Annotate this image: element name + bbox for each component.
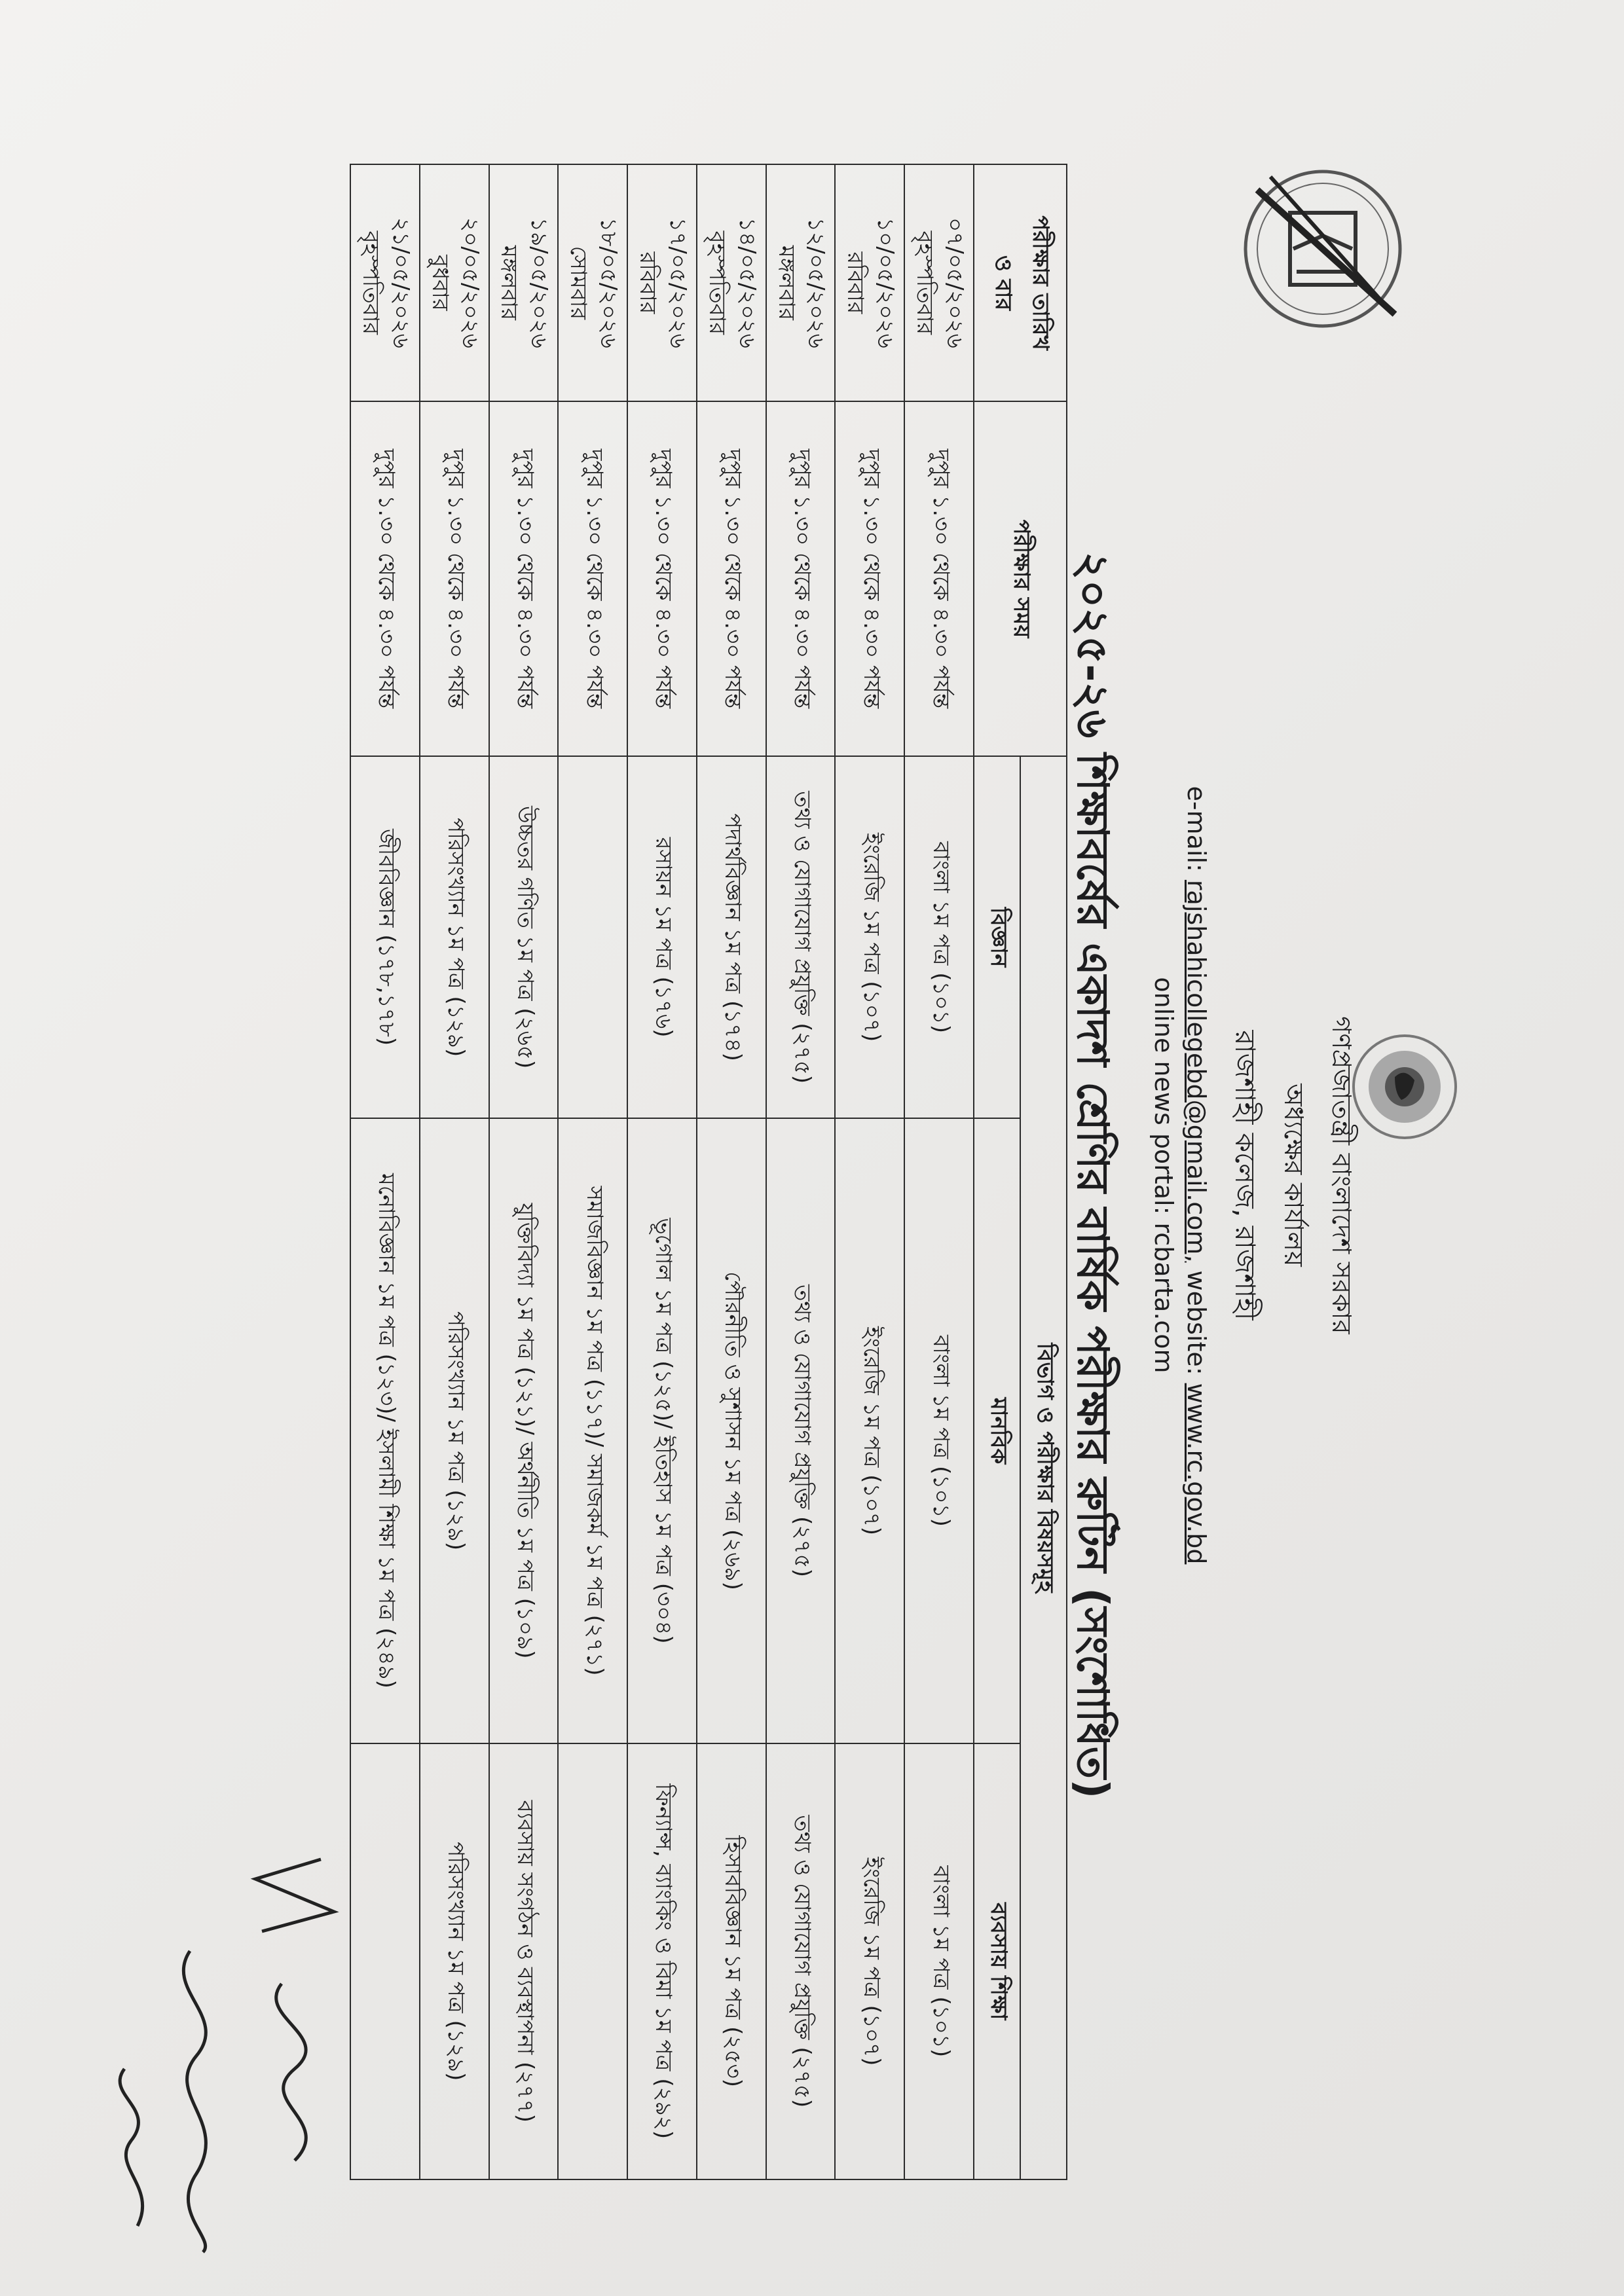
science-cell: তথ্য ও যোগাযোগ প্রযুক্তি (২৭৫) [766,756,836,1118]
humanities-cell: তথ্য ও যোগাযোগ প্রযুক্তি (২৭৫) [766,1118,836,1743]
table-header-row [1020,164,1067,2179]
table-row [835,164,904,2179]
exam-day: বৃহস্পতিবার [912,230,938,335]
date-cell [766,164,836,401]
science-column-header: বিজ্ঞান [974,756,1020,1118]
website-link[interactable]: www.rc.gov.bd [1182,1383,1211,1565]
time-cell: দুপুর ১.৩০ থেকে ৪.৩০ পর্যন্ত [697,401,766,756]
humanities-cell: পৌরনীতি ও সুশাসন ১ম পত্র (২৬৯) [697,1118,766,1743]
table-row [558,164,627,2179]
group-column-header: বিভাগ ও পরীক্ষার বিষয়সমূহ [1020,756,1067,2179]
principal-signature-and-stamp [59,1820,386,2265]
exam-date: ২১/০৫/২০২৬ [387,217,414,348]
exam-day: বৃহস্পতিবার [357,230,384,335]
table-body [350,164,974,2179]
exam-date: ১০/০৫/২০২৬ [872,217,899,348]
humanities-cell: পরিসংখ্যান ১ম পত্র (১২৯) [420,1118,489,1743]
exam-day: বুধবার [426,255,453,311]
government-name: গণপ্রজাতন্ত্রী বাংলাদেশ সরকার [1326,1016,1356,1334]
exam-date: ০৭/০৫/২০২৬ [942,217,968,348]
email-link[interactable]: rajshahicollegebd@gmail.com, [1182,879,1211,1263]
table-row [697,164,766,2179]
exam-routine-table [350,164,1067,2180]
date-cell [904,164,974,401]
science-cell: উচ্চতর গণিত ১ম পত্র (২৬৫) [489,756,559,1118]
science-cell: রসায়ন ১ম পত্র (১৭৬) [627,756,697,1118]
business-cell: ফিন্যান্স, ব্যাংকিং ও বিমা ১ম পত্র (২৯২) [627,1743,697,2179]
date-cell [558,164,627,401]
time-cell: দুপুর ১.৩০ থেকে ৪.৩০ পর্যন্ত [420,401,489,756]
exam-day: বৃহস্পতিবার [703,230,730,335]
exam-date: ১৯/০৫/২০২৬ [526,217,553,348]
website-label: website: [1182,1270,1211,1376]
humanities-cell: ইংরেজি ১ম পত্র (১০৭) [835,1118,904,1743]
date-cell [420,164,489,401]
science-cell [558,756,627,1118]
table-row [904,164,974,2179]
time-cell: দুপুর ১.৩০ থেকে ৪.৩০ পর্যন্ত [766,401,836,756]
business-cell: তথ্য ও যোগাযোগ প্রযুক্তি (২৭৫) [766,1743,836,2179]
business-cell: হিসাববিজ্ঞান ১ম পত্র (২৫৩) [697,1743,766,2179]
email-label: e-mail: [1182,786,1211,872]
humanities-cell: ভূগোল ১ম পত্র (১২৫)/ ইতিহাস ১ম পত্র (৩০৪) [627,1118,697,1743]
document-header [1054,118,1408,2232]
date-column-header: পরীক্ষার তারিখ ও বার [974,164,1067,401]
science-cell: ইংরেজি ১ম পত্র (১০৭) [835,756,904,1118]
date-cell [489,164,559,401]
exam-day: সোমবার [565,246,592,320]
business-cell: বাংলা ১ম পত্র (১০১) [904,1743,974,2179]
college-name: রাজশাহী কলেজ, রাজশাহী [1229,1030,1261,1321]
business-cell: ব্যবসায় সংগঠন ও ব্যবস্থাপনা (২৭৭) [489,1743,559,2179]
table-row [489,164,559,2179]
exam-date: ১২/০৫/২০২৬ [803,217,830,348]
time-cell: দুপুর ১.৩০ থেকে ৪.৩০ পর্যন্ত [489,401,559,756]
exam-day: মঙ্গলবার [496,245,523,321]
time-cell: দুপুর ১.৩০ থেকে ৪.৩০ পর্যন্ত [835,401,904,756]
table-row [420,164,489,2179]
time-cell: দুপুর ১.৩০ থেকে ৪.৩০ পর্যন্ত [350,401,420,756]
business-cell [558,1743,627,2179]
table-row [766,164,836,2179]
science-cell: পদার্থবিজ্ঞান ১ম পত্র (১৭৪) [697,756,766,1118]
science-cell: জীববিজ্ঞান (১৭৮,১৭৮) [350,756,420,1118]
date-cell [350,164,420,401]
exam-day: মঙ্গলবার [773,245,800,321]
humanities-cell: মনোবিজ্ঞান ১ম পত্র (১২৩)/ ইসলামী শিক্ষা ১ম পত্র (২৪৯) [350,1118,420,1743]
business-cell: পরিসংখ্যান ১ম পত্র (১২৯) [420,1743,489,2179]
office-name: অধ্যক্ষের কার্যালয় [1278,1084,1308,1267]
exam-date: ২০/০৫/২০২৬ [456,217,483,348]
time-cell: দুপুর ১.৩০ থেকে ৪.৩০ পর্যন্ত [627,401,697,756]
time-cell: দুপুর ১.৩০ থেকে ৪.৩০ পর্যন্ত [558,401,627,756]
exam-day: রবিবার [634,251,661,314]
table-row [627,164,697,2179]
humanities-cell: বাংলা ১ম পত্র (১০১) [904,1118,974,1743]
routine-title: ২০২৫-২৬ শিক্ষাবর্ষের একাদশ শ্রেণির বার্ষিক পরীক্ষার রুটিন (সংশোধিত) [1067,551,1118,1799]
exam-date: ১৮/০৫/২০২৬ [595,217,622,348]
humanities-column-header: মানবিক [974,1118,1020,1743]
humanities-cell: সমাজবিজ্ঞান ১ম পত্র (১১৭)/ সমাজকর্ম ১ম পত্র (২৭১) [558,1118,627,1743]
exam-date: ১৭/০৫/২০২৬ [664,217,691,348]
science-cell: পরিসংখ্যান ১ম পত্র (১২৯) [420,756,489,1118]
date-cell [697,164,766,401]
contact-line [1182,118,1211,2232]
news-portal: online news portal: rcbarta.com [1149,977,1178,1374]
humanities-cell: যুক্তিবিদ্যা ১ম পত্র (১২১)/ অর্থনীতি ১ম পত্র (১০৯) [489,1118,559,1743]
time-cell: দুপুর ১.৩০ থেকে ৪.৩০ পর্যন্ত [904,401,974,756]
date-cell [627,164,697,401]
exam-day: রবিবার [842,251,869,314]
science-cell: বাংলা ১ম পত্র (১০১) [904,756,974,1118]
business-column-header: ব্যবসায় শিক্ষা [974,1743,1020,2179]
date-cell [835,164,904,401]
business-cell: ইংরেজি ১ম পত্র (১০৭) [835,1743,904,2179]
time-column-header: পরীক্ষার সময় [974,401,1067,756]
exam-date: ১৪/০৫/২০২৬ [733,217,760,348]
